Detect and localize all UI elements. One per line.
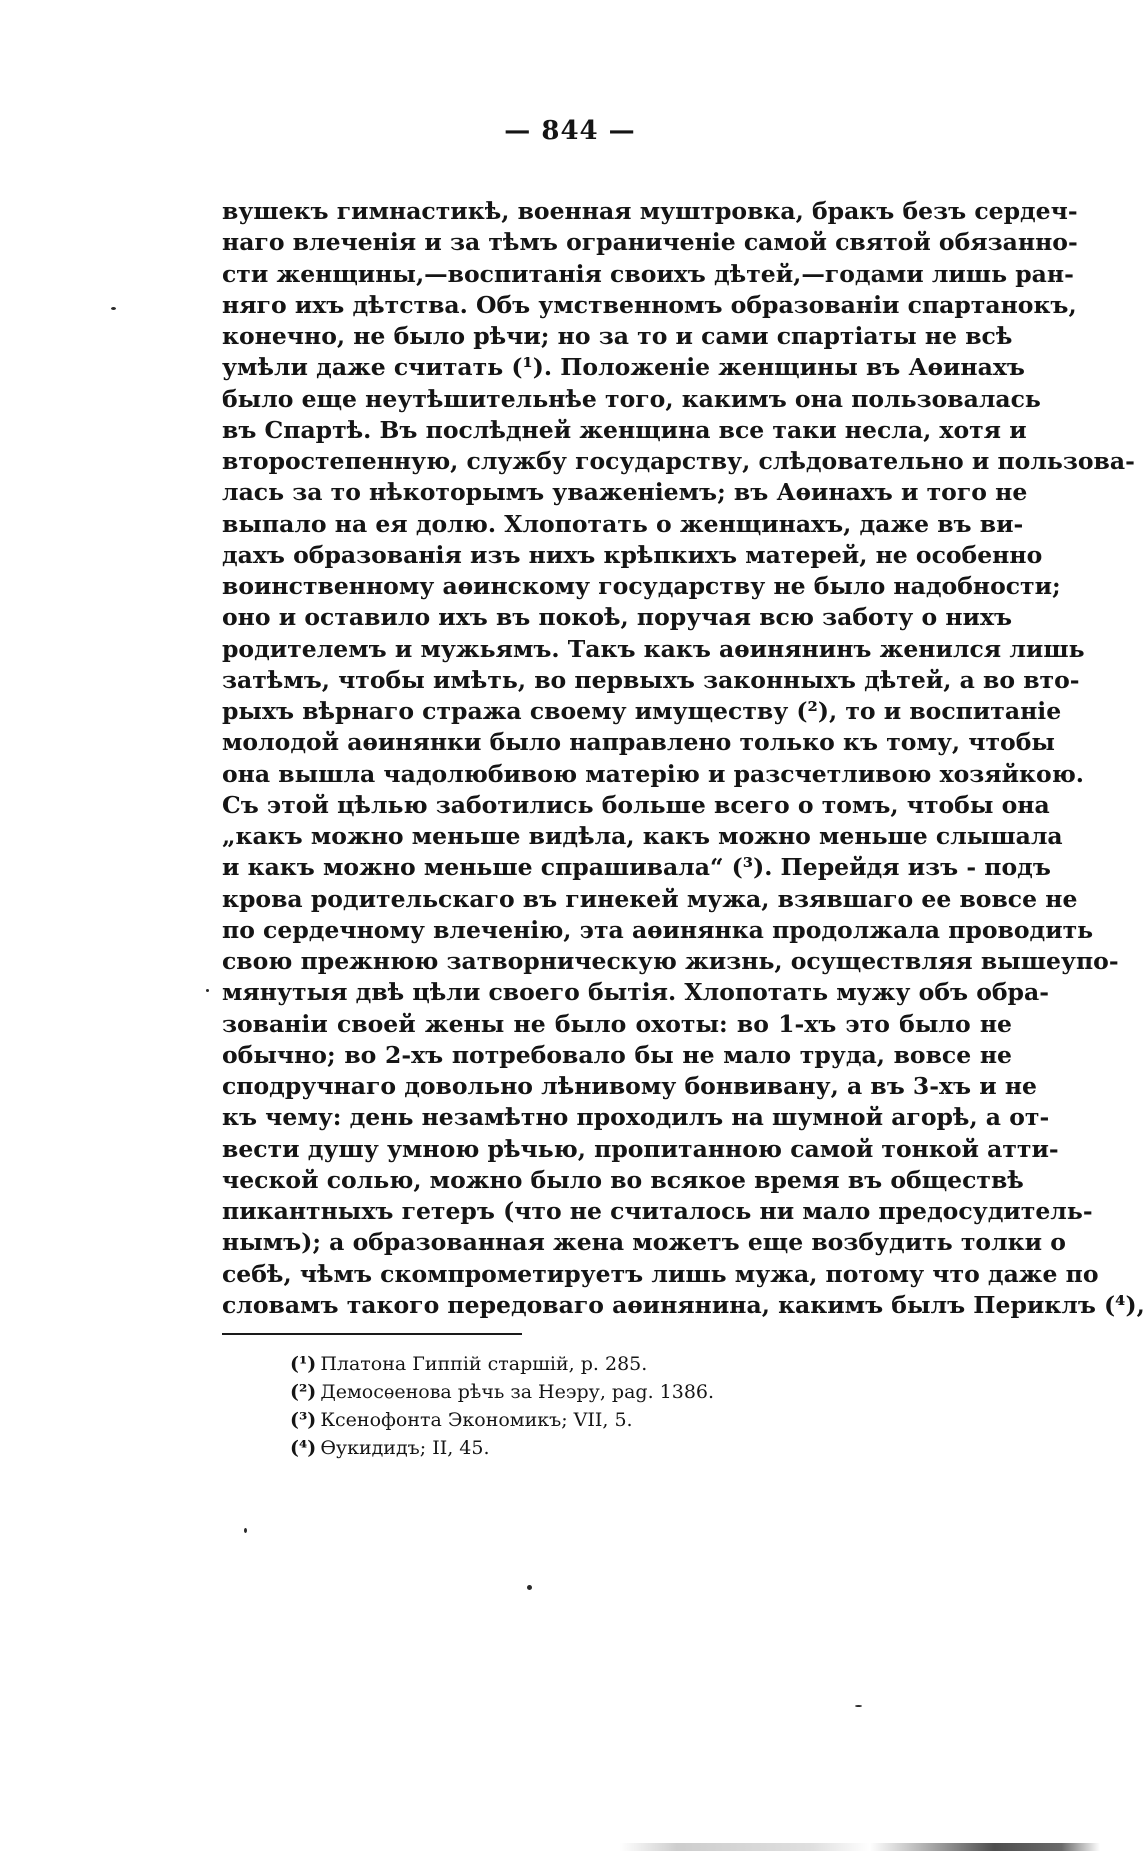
text-line: мянутыя двѣ цѣли своего бытія. Хлопотать мужу объ обра- [222, 978, 1049, 1007]
text-line: лась за то нѣкоторымъ уваженіемъ; въ Аѳинахъ и того не [222, 478, 1028, 507]
page-number: — 844 — [504, 116, 636, 146]
footnote-text: Ксенофонта Экономикъ; VII, 5. [320, 1409, 633, 1431]
text-line: вести душу умною рѣчью, пропитанною самой тонкой атти- [222, 1134, 1059, 1163]
scan-speck [855, 1705, 862, 1707]
footnote-text: Ѳукидидъ; II, 45. [320, 1437, 490, 1459]
footnote-mark: (¹) [290, 1353, 317, 1375]
text-line: вушекъ гимнастикѣ, военная муштровка, бракъ безъ сердеч- [222, 197, 1078, 225]
scan-smudge [620, 1843, 1100, 1851]
scan-speck [244, 1528, 247, 1533]
footnote-separator [222, 1333, 522, 1335]
text-line: словамъ такого передоваго аѳинянина, какимъ былъ Периклъ (⁴), [222, 1290, 1145, 1319]
text-line: въ Спартѣ. Въ послѣдней женщина все таки несла, хотя и [222, 415, 1027, 444]
text-line: было еще неутѣшительнѣе того, какимъ она пользовалась [222, 384, 1041, 413]
text-line: свою прежнюю затворническую жизнь, осуществляя вышеупо- [222, 947, 1119, 975]
text-line: къ чему: день незамѣтно проходилъ на шумной агорѣ, а от- [222, 1103, 1050, 1132]
text-line: по сердечному влеченію, эта аѳинянка продолжала проводить [222, 915, 1094, 944]
text-line: рыхъ вѣрнаго стража своему имуществу (²), то и воспитаніе [222, 697, 1062, 725]
text-line: выпало на ея долю. Хлопотать о женщинахъ, даже въ ви- [222, 509, 1024, 538]
text-line: ческой солью, можно было во всякое время въ обществѣ [222, 1165, 1024, 1194]
text-line: пикантныхъ гетеръ (что не считалось ни мало предосудитель- [222, 1197, 1093, 1225]
text-line: и какъ можно меньше спрашивала“ (³). Перейдя изъ - подъ [222, 853, 1051, 882]
footnote-mark: (⁴) [290, 1437, 317, 1459]
text-line: оно и оставило ихъ въ покоѣ, поручая всю заботу о нихъ [222, 603, 1013, 632]
text-line: „какъ можно меньше видѣла, какъ можно меньше слышала [222, 822, 1063, 850]
text-line: наго влеченія и за тѣмъ ограниченіе самой святой обязанно- [222, 228, 1078, 257]
text-line: няго ихъ дѣтства. Объ умственномъ образованіи спартанокъ, [222, 290, 1077, 319]
text-line: нымъ); а образованная жена можетъ еще возбудить толки о [222, 1228, 1066, 1257]
text-line: обычно; во 2-хъ потребовало бы не мало труда, вовсе не [222, 1040, 1012, 1069]
text-line: дахъ образованія изъ нихъ крѣпкихъ матерей, не особенно [222, 540, 1043, 569]
footnotes [290, 1350, 890, 1462]
text-line: крова родительскаго въ гинекей мужа, взявшаго ее вовсе не [222, 884, 1078, 913]
text-line: умѣли даже считать (¹). Положеніе женщины въ Аѳинахъ [222, 353, 1025, 382]
scan-speck [527, 1585, 532, 1590]
scan-speck [206, 989, 209, 992]
text-line: она вышла чадолюбивою матерію и разсчетливою хозяйкою. [222, 759, 1084, 788]
scan-speck [111, 307, 116, 310]
footnote [290, 1378, 890, 1406]
text-line: сподручнаго довольно лѣнивому бонвивану, а въ 3-хъ и не [222, 1072, 1037, 1100]
body-text [222, 196, 1145, 1321]
text-line: второстепенную, службу государству, слѣдовательно и пользова- [222, 447, 1135, 475]
footnote-mark: (³) [290, 1409, 317, 1431]
footnote [290, 1350, 890, 1378]
footnote-text: Платона Гиппій старшій, p. 285. [320, 1353, 648, 1375]
text-line: зованіи своей жены не было охоты: во 1-хъ это было не [222, 1009, 1012, 1038]
text-line: себѣ, чѣмъ скомпрометируетъ лишь мужа, потому что даже по [222, 1259, 1099, 1288]
footnote [290, 1406, 890, 1434]
text-line: Съ этой цѣлью заботились больше всего о томъ, чтобы она [222, 790, 1050, 819]
text-line: сти женщины,—воспитанія своихъ дѣтей,—годами лишь ран- [222, 259, 1074, 288]
text-line: затѣмъ, чтобы имѣть, во первыхъ законныхъ дѣтей, а во вто- [222, 665, 1080, 694]
text-line: конечно, не было рѣчи; но за то и сами спартіаты не всѣ [222, 322, 1013, 350]
text-line: молодой аѳинянки было направлено только къ тому, чтобы [222, 728, 1055, 757]
footnote [290, 1434, 890, 1462]
text-line: воинственному аѳинскому государству не было надобности; [222, 572, 1061, 600]
text-line: родителемъ и мужьямъ. Такъ какъ аѳинянинъ женился лишь [222, 634, 1085, 663]
footnote-text: Демосѳенова рѣчь за Неэру, pag. 1386. [320, 1381, 715, 1403]
footnote-mark: (²) [290, 1381, 317, 1403]
